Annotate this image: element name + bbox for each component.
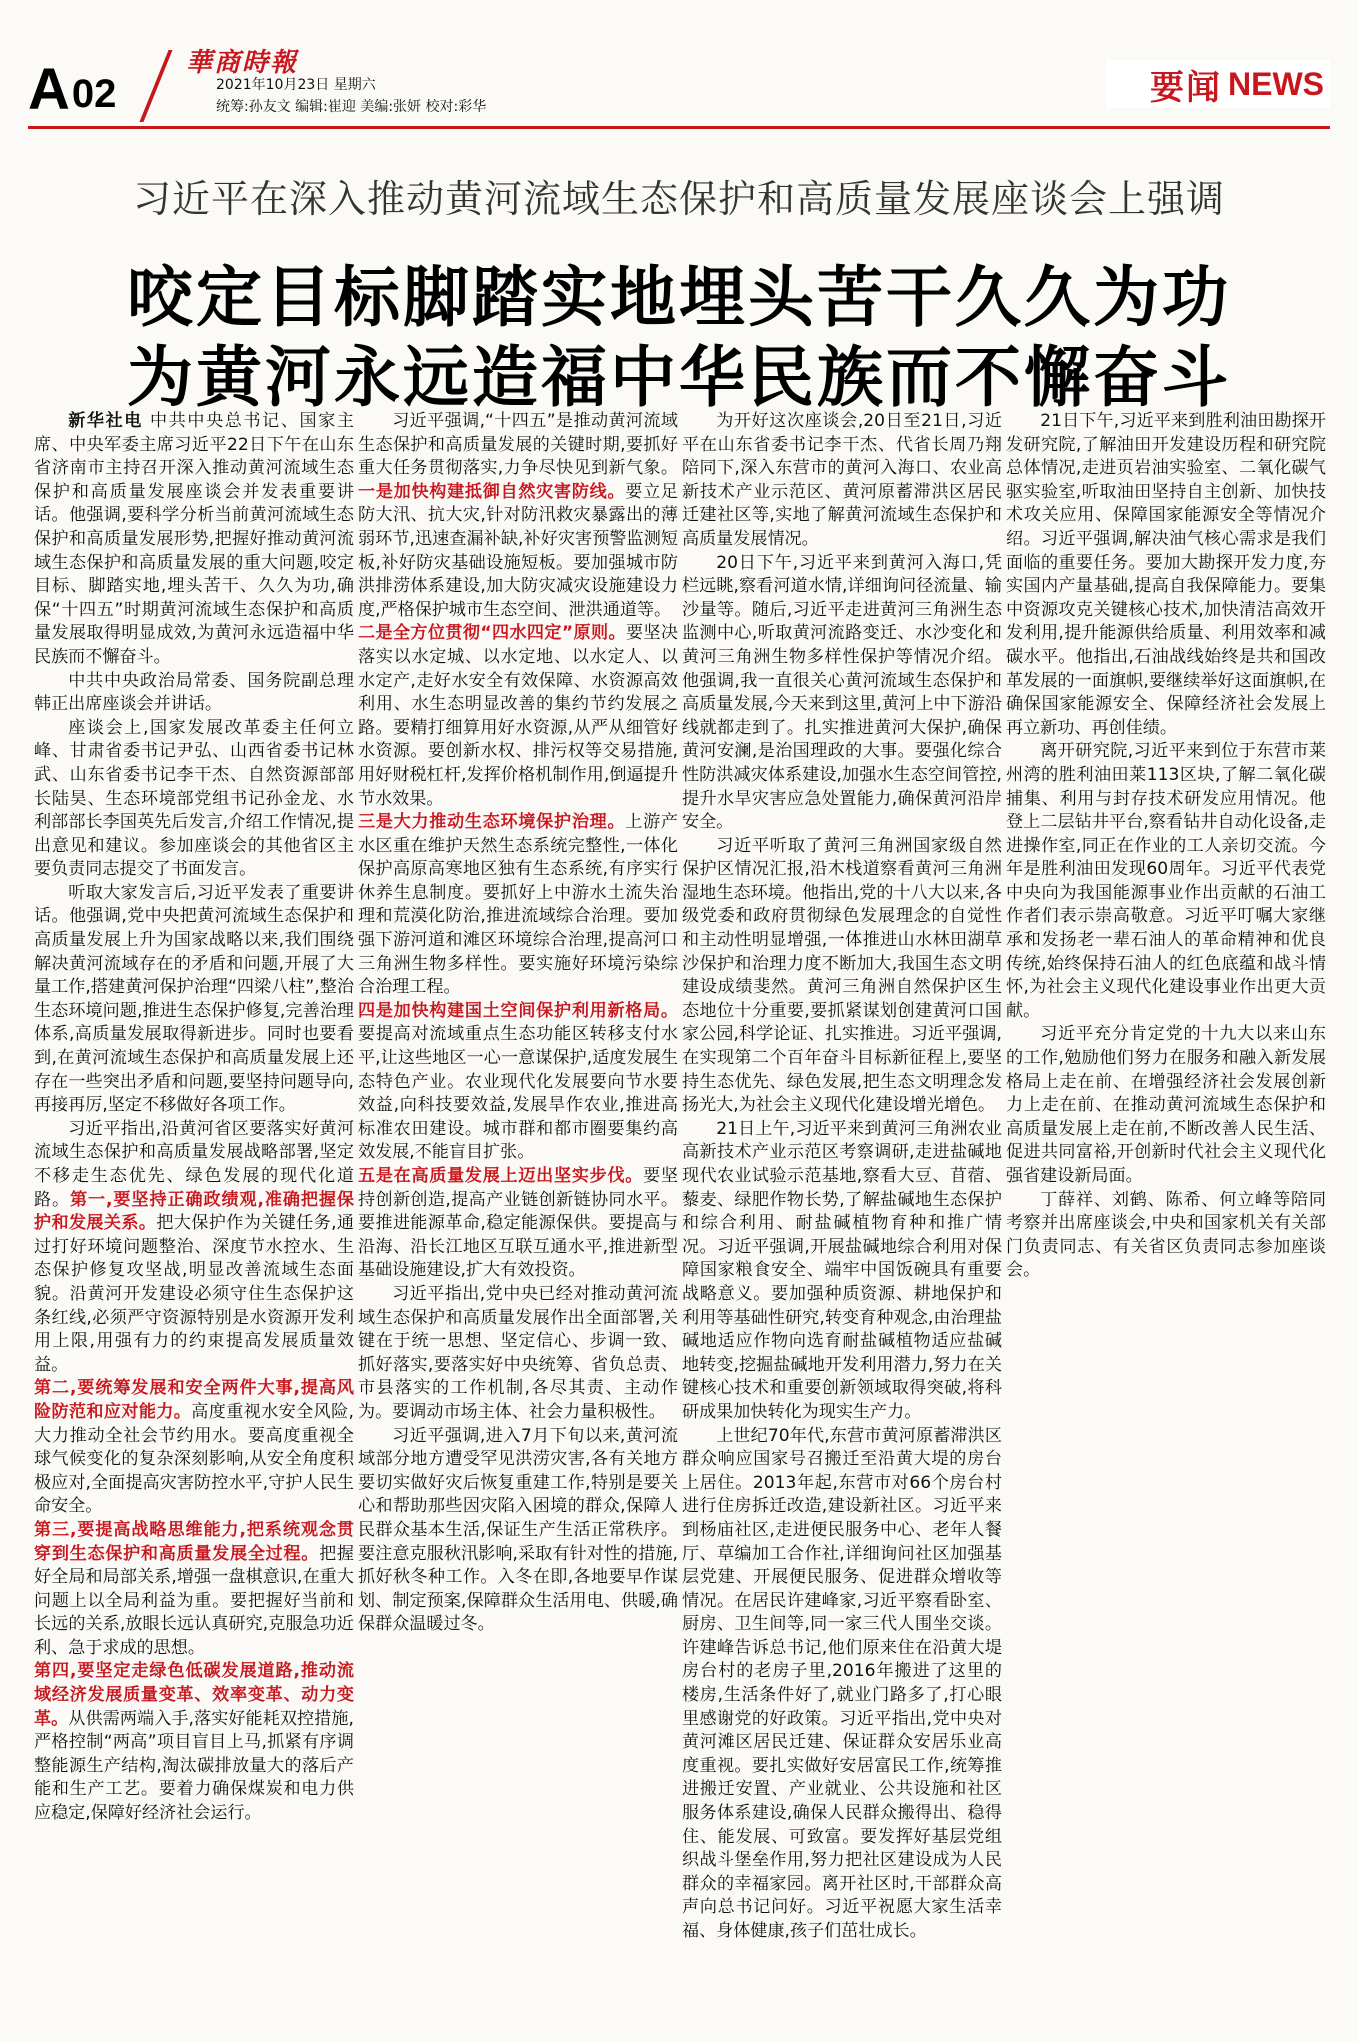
- highlighted-point: 第一,要坚持正确政绩观,准确把握保护和发展关系。: [34, 1189, 354, 1234]
- highlighted-point: 第四,要坚定走绿色低碳发展道路,推动流域经济发展质量变革、效率变革、动力变革。: [34, 1661, 354, 1729]
- paragraph-text: 把握好全局和局部关系,增强一盘棋意识,在重大问题上以全局利益为重。要把握好当前和长远的关系,放眼长远认真研究,克服急功近利、急于求成的思想。: [34, 1543, 354, 1658]
- issue-date: 2021年10月23日 星期六: [216, 77, 376, 93]
- article-paragraph: [358, 1165, 678, 1283]
- article-kicker: 习近平在深入推动黄河流域生态保护和高质量发展座谈会上强调: [132, 177, 1225, 221]
- headline-line-1: 咬定目标脚踏实地埋头苦干久久为功: [127, 259, 1231, 336]
- highlighted-point: 一是加快构建抵御自然灾害防线。: [358, 481, 626, 502]
- staff-credits: 统筹:孙友文 编辑:崔迎 美编:张妍 校对:彩华: [216, 99, 487, 115]
- paragraph-text: 习近平强调,“十四五”是推动黄河流域生态保护和高质量发展的关键时期,要抓好重大任务贯彻落实,力争尽快见到新气象。: [358, 411, 678, 479]
- article-column-4: [1006, 410, 1326, 2028]
- article-paragraph: [682, 1118, 1002, 1425]
- paragraph-text: 习近平指出,沿黄河省区要落实好黄河流域生态保护和高质量发展战略部署,坚定不移走生态优先、绿色发展的现代化道路。: [34, 1118, 354, 1210]
- paragraph-text: 习近平听取了黄河三角洲国家级自然保护区情况汇报,沿木栈道察看黄河三角洲湿地生态环境。他指出,党的十八大以来,各级党委和政府贯彻绿色发展理念的自觉性和主动性明显增强,一体推进山水林田湖草沙保护和治理力度不断加大,我国生态文明建设成绩斐然。黄河三角洲自然保护区生态地位十分重要,要抓紧谋划创建黄河口国家公园,科学论证、扎实推进。习近平强调,在实现第二个百年奋斗目标新征程上,要坚持生态优先、绿色发展,把生态文明理念发扬光大,为社会主义现代化建设增光增色。: [682, 835, 1002, 1116]
- highlighted-point: 四是加快构建国土空间保护利用新格局。: [358, 1000, 678, 1021]
- article-paragraph: [358, 410, 678, 622]
- article-paragraph: [358, 811, 678, 1000]
- paragraph-text: 21日上午,习近平来到黄河三角洲农业高新技术产业示范区考察调研,走进盐碱地现代农业试验示范基地,察看大豆、苜蓿、藜麦、绿肥作物长势,了解盐碱地生态保护和综合利用、耐盐碱植物育种和推广情况。习近平强调,开展盐碱地综合利用对保障国家粮食安全、端牢中国饭碗具有重要战略意义。要加强种质资源、耕地保护和利用等基础性研究,转变育种观念,由治理盐碱地适应作物向选育耐盐碱植物适应盐碱地转变,挖掘盐碱地开发利用潜力,努力在关键核心技术和重要创新领域取得突破,将科研成果加快转化为现实生产力。: [682, 1118, 1002, 1422]
- section-name-en: NEWS: [1228, 66, 1324, 102]
- paragraph-text: 离开研究院,习近平来到位于东营市莱州湾的胜利油田莱113区块,了解二氧化碳捕集、利用与封存技术研发应用情况。他登上二层钻井平台,察看钻井自动化设备,走进操作室,同正在作业的工人亲切交流。今年是胜利油田发现60周年。习近平代表党中央向为我国能源事业作出贡献的石油工作者们表示崇高敬意。习近平叮嘱大家继承和发扬老一辈石油人的革命精神和优良传统,始终保持石油人的红色底蕴和战斗情怀,为社会主义现代化建设事业作出更大贡献。: [1006, 741, 1326, 1021]
- paragraph-text: 习近平强调,进入7月下旬以来,黄河流域部分地方遭受罕见洪涝灾害,各有关地方要切实做好灾后恢复重建工作,特别是要关心和帮助那些因灾陷入困境的群众,保障人民群众基本生活,保证生产生活正常秩序。要注意克服秋汛影响,采取有针对性的措施,抓好秋冬种工作。入冬在即,各地要早作谋划、制定预案,保障群众生活用电、供暖,确保群众温暖过冬。: [358, 1425, 678, 1635]
- article-paragraph: [358, 1425, 678, 1637]
- article-column-2: [358, 410, 678, 2028]
- article-paragraph: [1006, 410, 1326, 740]
- highlighted-point: 二是全方位贯彻“四水四定”原则。: [358, 623, 626, 644]
- page-number: [28, 56, 116, 123]
- article-paragraph: [34, 410, 354, 670]
- paragraph-text: 中共中央总书记、国家主席、中央军委主席习近平22日下午在山东省济南市主持召开深入推动黄河流域生态保护和高质量发展座谈会并发表重要讲话。他强调,要科学分析当前黄河流域生态保护和高质量发展形势,把握好推动黄河流域生态保护和高质量发展的重大问题,咬定目标、脚踏实地,埋头苦干、久久为功,确保“十四五”时期黄河流域生态保护和高质量发展取得明显成效,为黄河永远造福中华民族而不懈奋斗。: [34, 411, 354, 667]
- article-paragraph: [34, 1519, 354, 1661]
- paragraph-text: 上世纪70年代,东营市黄河原蓄滞洪区群众响应国家号召搬迁至沿黄大堤的房台上居住。2013年起,东营市对66个房台村进行住房拆迁改造,建设新社区。习近平来到杨庙社区,走进便民服务中心、老年人餐厅、草编加工合作社,详细询问社区加强基层党建、开展便民服务、促进群众增收等情况。在居民许建峰家,习近平察看卧室、厨房、卫生间等,同一家三代人围坐交谈。许建峰告诉总书记,他们原来住在沿黄大堤房台村的老房子里,2016年搬进了这里的楼房,生活条件好了,就业门路多了,打心眼里感谢党的好政策。习近平指出,党中央对黄河滩区居民迁建、保证群众安居乐业高度重视。要扎实做好安居富民工作,统筹推进搬迁安置、产业就业、公共设施和社区服务体系建设,确保人民群众搬得出、稳得住、能发展、可致富。要发挥好基层党组织战斗堡垒作用,努力把社区建设成为人民群众的幸福家园。离开社区时,干部群众高声向总书记问好。习近平祝愿大家生活幸福、身体健康,孩子们茁壮成长。: [682, 1425, 1002, 1941]
- paragraph-text: 听取大家发言后,习近平发表了重要讲话。他强调,党中央把黄河流域生态保护和高质量发展上升为国家战略以来,我们围绕解决黄河流域存在的矛盾和问题,开展了大量工作,搭建黄河保护治理“四梁八柱”,整治生态环境问题,推进生态保护修复,完善治理体系,高质量发展取得新进步。同时也要看到,在黄河流域生态保护和高质量发展上还存在一些突出矛盾和问题,要坚持问题导向,再接再厉,坚定不移做好各项工作。: [34, 882, 354, 1116]
- article-paragraph: [358, 1000, 678, 1165]
- headline-line-2: 为黄河永远造福中华民族而不懈奋斗: [127, 339, 1231, 416]
- paragraph-text: 要坚持创新创造,提高产业链创新链协同水平。要推进能源革命,稳定能源保供。要提高与沿海、沿长江地区互联互通水平,推进新型基础设施建设,扩大有效投资。: [358, 1166, 678, 1281]
- page-number-digits: 02: [71, 72, 117, 116]
- paragraph-text: 习近平充分肯定党的十九大以来山东的工作,勉励他们努力在服务和融入新发展格局上走在前、在增强经济社会发展创新力上走在前、在推动黄河流域生态保护和高质量发展上走在前,不断改善人民生活、促进共同富裕,开创新时代社会主义现代化强省建设新局面。: [1006, 1024, 1326, 1186]
- article-column-1: [34, 410, 354, 2028]
- article-paragraph: [682, 835, 1002, 1118]
- dateline-source: 新华社电: [68, 411, 143, 431]
- page-letter: A: [28, 57, 70, 122]
- article-paragraph: [34, 717, 354, 882]
- paragraph-text: 习近平指出,党中央已经对推动黄河流域生态保护和高质量发展作出全面部署,关键在于统一思想、坚定信心、步调一致、抓好落实,要落实好中央统筹、省负总责、市县落实的工作机制,各尽其责、主动作为。要调动市场主体、社会力量积极性。: [358, 1283, 678, 1422]
- article-paragraph: [358, 622, 678, 811]
- article-paragraph: [1006, 1189, 1326, 1283]
- red-slash-divider: [148, 50, 162, 120]
- page-header: [28, 42, 1330, 126]
- paragraph-text: 丁薛祥、刘鹤、陈希、何立峰等陪同考察并出席座谈会,中央和国家机关有关部门负责同志、有关省区负责同志参加座谈会。: [1006, 1189, 1326, 1281]
- paragraph-text: 要立足防大汛、抗大灾,针对防汛救灾暴露出的薄弱环节,迅速查漏补缺,补好灾害预警监测短板,补好防灾基础设施短板。要加强城市防洪排涝体系建设,加大防灾减灾设施建设力度,严格保护城市生态空间、泄洪通道等。: [358, 481, 678, 620]
- highlighted-point: 第二,要统筹发展和安全两件大事,提高风险防范和应对能力。: [34, 1378, 354, 1422]
- article-paragraph: [34, 1660, 354, 1825]
- article-paragraph: [1006, 1023, 1326, 1188]
- paragraph-text: 把大保护作为关键任务,通过打好环境问题整治、深度节水控水、生态保护修复攻坚战,明显改善流域生态面貌。沿黄河开发建设必须守住生态保护这条红线,必须严守资源特别是水资源开发利用上限,用强有力的约束提高发展质量效益。: [34, 1213, 354, 1375]
- paragraph-text: 要坚决落实以水定城、以水定地、以水定人、以水定产,走好水安全有效保障、水资源高效利用、水生态明显改善的集约节约发展之路。要精打细算用好水资源,从严从细管好水资源。要创新水权、排污权等交易措施,用好财税杠杆,发挥价格机制作用,倒逼提升节水效果。: [358, 623, 678, 809]
- article-column-3: [682, 410, 1002, 2028]
- paragraph-text: 中共中央政治局常委、国务院副总理韩正出席座谈会并讲话。: [34, 670, 354, 715]
- article-paragraph: [34, 882, 354, 1118]
- article-paragraph: [682, 1425, 1002, 1944]
- article-body: [34, 410, 1330, 2028]
- article-paragraph: [682, 410, 1002, 552]
- masthead-logo: 華商時報: [186, 48, 299, 78]
- article-paragraph: [682, 552, 1002, 835]
- paragraph-text: 高度重视水安全风险,大力推动全社会节约用水。要高度重视全球气候变化的复杂深刻影响,从安全角度积极应对,全面提高灾害防控水平,守护人民生命安全。: [34, 1401, 354, 1517]
- header-rule: [28, 126, 1330, 129]
- section-name-zh: 要闻: [1150, 68, 1222, 108]
- highlighted-point: 第三,要提高战略思维能力,把系统观念贯穿到生态保护和高质量发展全过程。: [34, 1519, 354, 1564]
- paragraph-text: 上游产水区重在维护天然生态系统完整性,一体化保护高原高寒地区独有生态系统,有序实行休养生息制度。要抓好上中游水土流失治理和荒漠化防治,推进流域综合治理。要加强下游河道和滩区环境综合治理,提高河口三角洲生物多样性。要实施好环境污染综合治理工程。: [358, 812, 678, 998]
- paragraph-text: 从供需两端入手,落实好能耗双控措施,严格控制“两高”项目盲目上马,抓紧有序调整能源生产结构,淘汰碳排放量大的落后产能和生产工艺。要着力确保煤炭和电力供应稳定,保障好经济社会运行。: [34, 1708, 354, 1824]
- paragraph-text: 20日下午,习近平来到黄河入海口,凭栏远眺,察看河道水情,详细询问径流量、输沙量等。随后,习近平走进黄河三角洲生态监测中心,听取黄河流路变迁、水沙变化和黄河三角洲生物多样性保护等情况介绍。他强调,我一直很关心黄河流域生态保护和高质量发展,今天来到这里,黄河上中下游沿线就都走到了。扎实推进黄河大保护,确保黄河安澜,是治国理政的大事。要强化综合性防洪减灾体系建设,加强水生态空间管控,提升水旱灾害应急处置能力,确保黄河沿岸安全。: [682, 552, 1002, 833]
- paragraph-text: 要提高对流域重点生态功能区转移支付水平,让这些地区一心一意谋保护,适度发展生态特色产业。农业现代化发展要向节水要效益,向科技要效益,发展旱作农业,推进高标准农田建设。城市群和都市圈要集约高效发展,不能盲目扩张。: [358, 1024, 678, 1163]
- article-paragraph: [1006, 740, 1326, 1023]
- article-paragraph: [34, 1377, 354, 1519]
- paragraph-text: 为开好这次座谈会,20日至21日,习近平在山东省委书记李干杰、代省长周乃翔陪同下,深入东营市的黄河入海口、农业高新技术产业示范区、黄河原蓄滞洪区居民迁建社区等,实地了解黄河流域生态保护和高质量发展情况。: [682, 411, 1002, 549]
- article-paragraph: [358, 1283, 678, 1425]
- paragraph-text: 21日下午,习近平来到胜利油田勘探开发研究院,了解油田开发建设历程和研究院总体情况,走进页岩油实验室、二氧化碳气驱实验室,听取油田坚持自主创新、加快技术攻关应用、保障国家能源安全等情况介绍。习近平强调,解决油气核心需求是我们面临的重要任务。要加大勘探开发力度,夯实国内产量基础,提高自我保障能力。要集中资源攻克关键核心技术,加快清洁高效开发利用,提升能源供给质量、利用效率和减碳水平。他指出,石油战线始终是共和国改革发展的一面旗帜,要继续举好这面旗帜,在确保国家能源安全、保障经济社会发展上再立新功、再创佳绩。: [1006, 411, 1326, 738]
- paragraph-text: 座谈会上,国家发展改革委主任何立峰、甘肃省委书记尹弘、山西省委书记林武、山东省委书记李干杰、自然资源部部长陆昊、生态环境部党组书记孙金龙、水利部部长李国英先后发言,介绍工作情况,提出意见和建议。参加座谈会的其他省区主要负责同志提交了书面发言。: [34, 717, 354, 880]
- highlighted-point: 三是大力推动生态环境保护治理。: [358, 812, 626, 833]
- article-paragraph: [34, 1118, 354, 1378]
- article-paragraph: [34, 670, 354, 717]
- section-label: [1106, 60, 1330, 108]
- highlighted-point: 五是在高质量发展上迈出坚实步伐。: [358, 1166, 644, 1186]
